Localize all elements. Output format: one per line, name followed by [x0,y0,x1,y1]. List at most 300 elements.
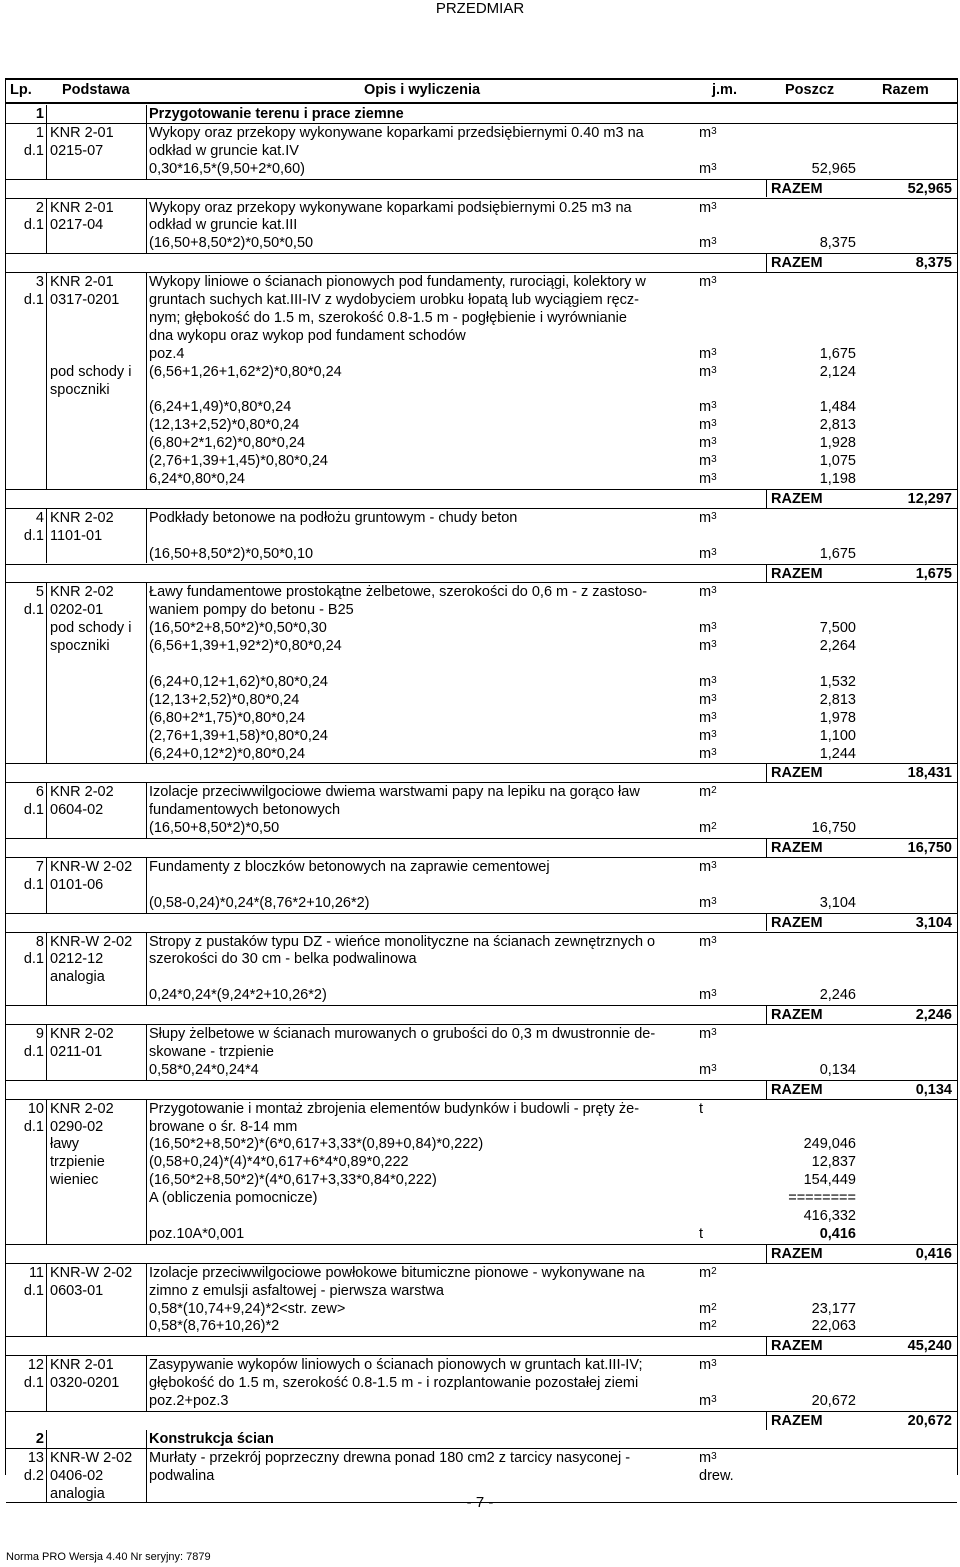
column-divider [766,1080,767,1099]
column-divider [46,105,47,123]
razem-label: RAZEM [771,255,823,272]
unit-exponent: 3 [711,346,717,358]
column-divider [146,1355,147,1411]
unit-exponent: 3 [711,200,717,212]
calc-expression: (0,58+0,24)*(4)*4*0,617+6*4*0,89*0,222 [149,1154,409,1171]
item-description: waniem pompy do betonu - B25 [149,602,354,619]
item-number: 8 [35,933,44,950]
item-note: spoczniki [50,381,110,398]
page-header: PRZEDMIAR [435,0,525,17]
calc-expression: (6,80+2*1,62)*0,80*0,24 [149,435,306,452]
item-base-code: 0212-12 [50,951,104,968]
column-divider [146,857,147,913]
unit [699,709,717,727]
unit-base: m [699,363,712,380]
unit-base: m [699,545,712,562]
unit [699,470,717,488]
item-description: odkład w gruncie kat.III [149,217,298,234]
razem-label: RAZEM [771,565,823,582]
software-note: Norma PRO Wersja 4.40 Nr seryjny: 7879 [6,1551,211,1563]
unit-base: m [699,1393,712,1409]
unit-base: m [699,858,712,875]
unit-exponent: 3 [711,1062,717,1074]
razem-label: RAZEM [771,1245,823,1262]
unit-exponent: 3 [711,364,717,376]
column-divider [766,253,767,272]
unit-exponent: 3 [711,454,717,466]
unit-base: m [699,1318,712,1335]
razem-total: 16,750 [907,840,952,856]
item-base-code: KNR 2-02 [50,509,114,526]
unit-base: m [699,1264,712,1281]
calc-expression: (6,24+0,12*2)*0,80*0,24 [149,745,306,762]
item-description: Izolacje przeciwwilgociowe powłokowe bitumiczne pionowe - wykonywane na [149,1264,645,1281]
column-divider [766,763,767,782]
unit [699,434,717,452]
item-base-code: 0604-02 [50,802,104,819]
calc-value: 0,416 [819,1225,856,1242]
item-note: pod schody i [50,363,132,380]
column-divider [46,1099,47,1244]
unit-base: m [699,1026,712,1042]
item-base-code: 1101-01 [50,527,103,544]
item-chapter: d.1 [23,951,44,968]
item-base-code: 0215-07 [50,142,104,159]
unit-base: m [699,638,712,655]
item-base-code: 0290-02 [50,1118,104,1135]
calc-value: 1,675 [819,345,856,362]
col-razem: Razem [882,82,929,98]
item-base-code: KNR 2-01 [50,124,114,141]
unit-base: m [699,199,712,216]
column-divider [146,508,147,564]
item-description: Fundamenty z bloczków betonowych na zaprawie cementowej [149,858,550,875]
unit-exponent: 3 [711,934,717,946]
item-chapter: d.1 [23,292,44,308]
item-number: 12 [27,1357,44,1374]
unit-base: m [699,160,712,177]
unit [699,199,717,217]
column-divider [146,1430,147,1448]
item-note: pod schody i [50,620,132,637]
column-divider [766,489,767,508]
calc-value: 20,672 [811,1393,856,1409]
calc-expression: (6,56+1,26+1,62*2)*0,80*0,24 [149,363,342,380]
unit [699,1025,717,1043]
item-base-code: KNR-W 2-02 [50,933,133,950]
unit-exponent: 3 [711,859,717,871]
unit [699,234,717,252]
razem-total: 1,675 [915,565,952,582]
page-number: - 7 - [466,1494,494,1511]
unit [699,583,717,601]
unit [699,619,717,637]
item-number: 2 [35,199,44,216]
item-description: fundamentowych betonowych [149,802,341,819]
item-description: Wykopy oraz przekopy wykonywane koparkami przedsiębiernymi 0.40 m3 na [149,124,644,141]
column-divider [46,1430,47,1448]
column-divider [766,1411,767,1430]
calc-value: 2,246 [819,987,856,1004]
item-base-note: analogia [50,969,105,986]
unit-base: m [699,417,712,434]
column-divider [46,582,47,763]
column-divider [46,123,47,179]
column-divider [46,857,47,913]
calc-expression: 0,58*(10,74+9,24)*2<str. zew> [149,1300,346,1317]
unit [699,452,717,470]
unit-exponent: 3 [711,436,717,448]
unit-base: m [699,345,712,362]
unit-exponent: 3 [711,710,717,722]
unit-base: m [699,620,712,637]
unit [699,673,717,691]
column-divider [146,782,147,838]
column-divider [46,932,47,1006]
column-divider [146,105,147,123]
item-description: Wykopy liniowe o ścianach pionowych pod fundamenty, rurociągi, kolektory w [149,274,646,291]
unit-base: m [699,435,712,452]
razem-total: 20,672 [907,1412,952,1429]
item-number: 3 [35,274,44,291]
item-base-code: 0406-02 [50,1467,104,1484]
calc-value: 1,532 [819,673,856,690]
razem-label: RAZEM [771,765,823,782]
unit [699,1317,717,1335]
column-divider [146,1263,147,1337]
item-description: Murłaty - przekrój poprzeczny drewna ponad 180 cm2 z tarcicy nasyconej - [149,1449,631,1466]
calc-expression: (12,13+2,52)*0,80*0,24 [149,417,300,434]
unit [699,363,717,381]
unit [699,858,717,876]
column-divider [46,272,47,489]
unit-exponent: 3 [711,400,717,412]
unit-base: m [699,584,712,601]
column-divider [146,1099,147,1244]
column-divider [46,198,47,254]
unit [699,819,717,837]
unit-exponent: 3 [711,125,717,137]
item-description: Stropy z pustaków typu DZ - wieńce monolityczne na ścianach zewnętrznych o [149,933,656,950]
calc-value: 23,177 [811,1300,856,1317]
calc-value: 1,198 [819,471,856,487]
calc-expression: (16,50*2+8,50*2)*(6*0,617+3,33*(0,89+0,84)*0,222) [149,1136,484,1153]
calc-expression: poz.10A*0,001 [149,1225,245,1242]
unit-exponent: 3 [711,418,717,430]
col-jm: j.m. [712,82,737,98]
item-description: Zasypywanie wykopów liniowych o ścianach pionowych w gruntach kat.III-IV; [149,1357,643,1374]
unit-base: m [699,453,712,470]
unit-base: m [699,509,712,526]
calc-expression: (16,50*2+8,50*2)*(4*0,617+3,33*0,84*0,222) [149,1172,437,1189]
unit-exponent: 2 [711,821,717,833]
item-number: 4 [35,509,44,526]
item-description: odkład w gruncie kat.IV [149,142,299,159]
razem-total: 8,375 [915,255,952,272]
section-title: Konstrukcja ścian [149,1430,274,1447]
item-note: wieniec [50,1172,99,1189]
col-base: Podstawa [62,82,130,98]
item-number: 5 [35,584,44,601]
calc-value: 154,449 [803,1172,856,1189]
calc-expression: 0,24*0,24*(9,24*2+10,26*2) [149,987,327,1004]
calc-expression: (6,56+1,39+1,92*2)*0,80*0,24 [149,638,342,655]
calc-value: 1,484 [819,399,856,416]
unit-base: m [699,1449,712,1466]
column-divider [146,272,147,489]
item-description: podwalina [149,1467,215,1484]
unit-exponent: 3 [711,639,717,651]
column-divider [146,582,147,763]
calc-value: 2,813 [819,417,856,434]
unit [699,416,717,434]
unit-exponent: 3 [711,1450,717,1462]
item-chapter: d.1 [23,1375,44,1392]
column-divider [46,782,47,838]
unit [699,986,717,1004]
calc-value: 1,075 [819,453,856,470]
item-note: spoczniki [50,638,110,655]
item-base-code: KNR 2-02 [50,1100,114,1117]
item-note: trzpienie [50,1154,105,1171]
calc-value: 22,063 [811,1318,856,1335]
unit-base: m [699,399,712,416]
item-base-code: 0317-0201 [50,292,120,308]
razem-total: 12,297 [907,490,952,507]
item-chapter: d.1 [23,142,44,159]
unit [699,894,717,912]
unit [699,1356,717,1374]
estimate-table [5,78,958,1502]
razem-total: 0,416 [915,1245,952,1262]
column-divider [46,1263,47,1337]
item-base-code: KNR-W 2-02 [50,1449,133,1466]
unit [699,398,717,416]
calc-value: ======== [788,1190,856,1207]
item-note: ławy [50,1136,80,1153]
razem-total: 2,246 [915,1007,952,1024]
calc-expression: 0,58*(8,76+10,26)*2 [149,1318,280,1335]
unit-base: m [699,784,712,801]
item-description: Przygotowanie i montaż zbrojenia elementów budynków i budowli - pręty że- [149,1100,640,1117]
calc-expression: (2,76+1,39+1,58)*0,80*0,24 [149,727,328,744]
unit [699,783,717,801]
section-title: Przygotowanie terenu i prace ziemne [149,106,404,122]
section-number: 2 [35,1430,44,1447]
column-divider [766,1005,767,1024]
calc-expression: A (obliczenia pomocnicze) [149,1190,318,1207]
item-chapter: d.1 [23,1118,44,1135]
unit-base: m [699,745,712,762]
unit [699,160,717,178]
razem-label: RAZEM [771,1007,823,1024]
unit [699,1264,717,1282]
unit [699,1300,717,1318]
item-chapter: d.1 [23,802,44,819]
unit-exponent: 3 [711,472,717,483]
unit [699,1392,717,1410]
column-divider [46,508,47,564]
item-description: zimno z emulsji asfaltowej - pierwsza warstwa [149,1282,444,1299]
razem-total: 3,104 [915,914,952,931]
unit-base: m [699,1357,712,1374]
unit-exponent: 3 [711,236,717,248]
item-base-code: 0101-06 [50,876,104,893]
unit-exponent: 2 [711,1265,717,1277]
item-description: Słupy żelbetowe w ścianach murowanych o grubości do 0,3 m dwustronnie de- [149,1026,656,1042]
item-chapter: d.1 [23,876,44,893]
calc-value: 1,675 [819,545,856,562]
item-number: 7 [35,858,44,875]
unit [699,345,717,363]
item-base-code: KNR 2-01 [50,199,114,216]
item-description: szerokości do 30 cm - belka podwalinowa [149,951,417,968]
unit [699,545,717,563]
unit-exponent: 3 [711,692,717,704]
calc-expression: 6,24*0,80*0,24 [149,471,245,487]
calc-value: 416,332 [803,1208,856,1224]
item-base-note: analogia [50,1485,105,1502]
item-base-code: KNR 2-02 [50,1026,114,1042]
calc-value: 16,750 [811,820,856,837]
calc-value: 1,100 [819,727,856,744]
calc-expression: (16,50+8,50*2)*0,50*0,50 [149,235,314,252]
calc-expression: (6,24+1,49)*0,80*0,24 [149,399,292,416]
unit-exponent: 3 [711,510,717,522]
calc-expression: (6,80+2*1,75)*0,80*0,24 [149,709,306,726]
unit [699,727,717,745]
razem-label: RAZEM [771,840,823,856]
item-description: Podkłady betonowe na podłożu gruntowym - chudy beton [149,509,518,526]
razem-label: RAZEM [771,914,823,931]
unit-exponent: 3 [711,1027,717,1038]
unit-exponent: 3 [711,585,717,597]
item-base-code: KNR 2-02 [50,584,114,601]
unit-base: m [699,274,712,291]
column-divider [766,838,767,857]
item-chapter: d.1 [23,602,44,619]
calc-expression: poz.2+poz.3 [149,1393,229,1409]
item-base-code: 0217-04 [50,217,104,234]
calc-value: 1,244 [819,745,856,762]
unit [699,1061,717,1079]
unit-base: m [699,235,712,252]
unit-exponent: 3 [711,621,717,633]
unit-exponent: 2 [711,1301,717,1313]
item-base-code: KNR 2-01 [50,274,114,291]
item-base-code: 0211-01 [50,1043,103,1060]
unit-base: m [699,820,712,837]
item-chapter: d.1 [23,1043,44,1060]
unit-exponent: 3 [711,746,717,758]
item-chapter: d.1 [23,527,44,544]
calc-expression: poz.4 [149,345,185,362]
razem-label: RAZEM [771,1081,823,1098]
unit-base: t [699,1225,704,1242]
calc-value: 2,264 [819,638,856,655]
item-base-code: KNR-W 2-02 [50,1264,133,1281]
item-base-code: KNR 2-01 [50,1357,114,1374]
unit-base: m [699,1300,712,1317]
calc-expression: (0,58-0,24)*0,24*(8,76*2+10,26*2) [149,894,370,911]
item-chapter: d.1 [23,1282,44,1299]
unit [699,745,717,763]
unit [699,691,717,709]
razem-total: 0,134 [915,1081,952,1098]
unit-base: m [699,709,712,726]
unit-base: m [699,124,712,141]
unit-exponent: 2 [711,1319,717,1331]
unit-base: m [699,673,712,690]
item-base-code: KNR-W 2-02 [50,858,133,875]
calc-expression: 0,30*16,5*(9,50+2*0,60) [149,160,306,177]
column-divider [146,198,147,254]
calc-value: 1,978 [819,709,856,726]
column-divider [146,932,147,1006]
razem-label: RAZEM [771,180,823,197]
razem-total: 52,965 [907,180,952,197]
unit-base: m [699,933,712,950]
calc-expression: (16,50*2+8,50*2)*0,50*0,30 [149,620,327,637]
unit-base: m [699,894,712,911]
calc-value: 12,837 [811,1154,856,1171]
calc-value: 52,965 [811,160,856,177]
item-description: Ławy fundamentowe prostokątne żelbetowe, szerokości do 0,6 m - z zastoso- [149,584,648,601]
razem-label: RAZEM [771,490,823,507]
col-desc: Opis i wyliczenia [364,82,481,98]
col-poszcz: Poszcz [785,82,835,98]
calc-expression: (16,50+8,50*2)*0,50 [149,820,280,837]
unit [699,1225,703,1243]
razem-label: RAZEM [771,1338,823,1355]
item-base-code: 0603-01 [50,1282,104,1299]
unit-base: m [699,471,712,487]
column-divider [766,179,767,198]
unit [699,1449,717,1467]
item-number: 1 [35,124,44,141]
unit-exponent: 3 [711,161,717,173]
unit [699,1100,703,1118]
item-chapter: d.1 [23,217,44,234]
unit-exponent: 2 [711,785,717,797]
unit-exponent: 3 [711,895,717,907]
calc-value: 249,046 [803,1136,856,1153]
razem-total: 18,431 [907,765,952,782]
column-divider [766,913,767,932]
unit [699,273,717,291]
item-description: Wykopy oraz przekopy wykonywane koparkami podsiębiernymi 0.25 m3 na [149,199,632,216]
unit-base: t [699,1100,704,1117]
unit [699,637,717,655]
item-description: dna wykopu oraz wykop pod fundament schodów [149,327,466,344]
unit-exponent: 3 [711,546,717,558]
column-divider [46,1024,47,1080]
unit-base: m [699,727,712,744]
item-base-code: KNR 2-02 [50,784,114,801]
unit [699,124,717,142]
item-base-code: 0202-01 [50,602,104,619]
col-lp: Lp. [10,82,32,98]
item-description: gruntach suchych kat.III-IV z wydobyciem urobku łopatą lub wyciągiem ręcz- [149,292,639,308]
calc-expression: (6,24+0,12+1,62)*0,80*0,24 [149,673,328,690]
column-divider [766,1336,767,1355]
calc-value: 8,375 [819,235,856,252]
column-divider [766,564,767,583]
item-chapter: d.2 [23,1467,44,1484]
unit-exponent: 3 [711,988,717,1000]
item-description: browane o śr. 8-14 mm [149,1118,298,1135]
item-number: 11 [28,1264,44,1281]
